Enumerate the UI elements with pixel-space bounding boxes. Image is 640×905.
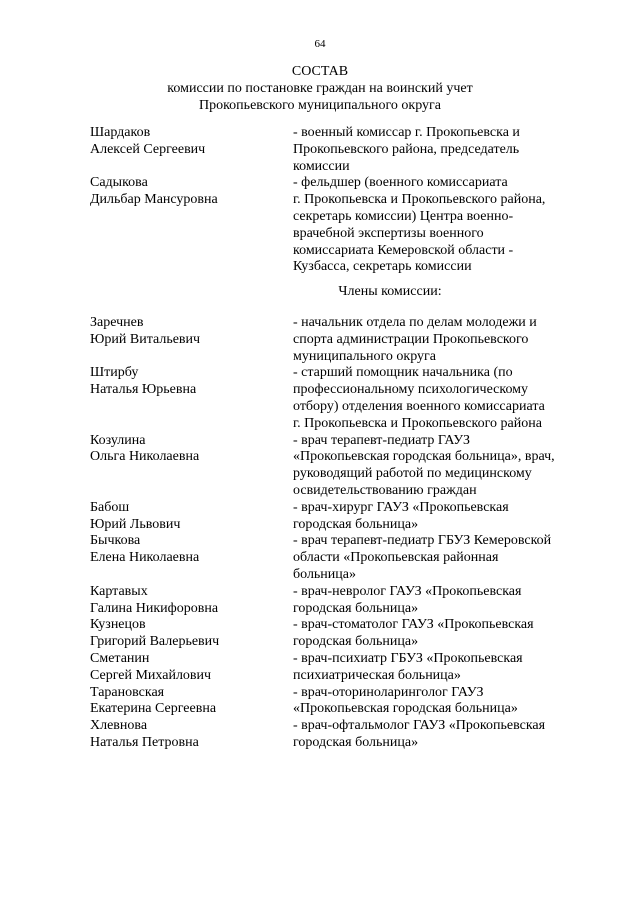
member-entry bbox=[90, 718, 590, 752]
member-role-line: профессиональному психологическому bbox=[293, 382, 529, 398]
member-name bbox=[90, 718, 293, 752]
page-number: 64 bbox=[314, 38, 326, 50]
member-given-names: Юрий Витальевич bbox=[90, 331, 201, 347]
member-role-line: врачебной экспертизы военного bbox=[293, 225, 484, 241]
member-surname: Хлевнова bbox=[90, 718, 148, 734]
member-entry bbox=[90, 584, 590, 618]
member-entry bbox=[90, 433, 590, 500]
member-role-line: секретарь комиссии) Центра военно- bbox=[293, 208, 514, 224]
member-entry bbox=[90, 651, 590, 685]
commission-list bbox=[90, 125, 590, 752]
title-line-2: комиссии по постановке граждан на воинский учет bbox=[167, 81, 473, 96]
member-name bbox=[90, 500, 293, 534]
title-line-1: СОСТАВ bbox=[291, 64, 349, 79]
member-role-line: - начальник отдела по делам молодежи и bbox=[293, 314, 537, 330]
member-surname: Штирбу bbox=[90, 365, 139, 381]
member-role bbox=[293, 125, 590, 175]
member-role bbox=[293, 651, 590, 685]
member-name bbox=[90, 175, 293, 276]
member-role-line: области «Прокопьевская районная bbox=[293, 550, 499, 566]
member-surname: Шардаков bbox=[90, 125, 151, 140]
member-role-line: городская больница» bbox=[293, 516, 419, 532]
member-role-line: - врач-офтальмолог ГАУЗ «Прокопьевская bbox=[293, 718, 546, 734]
member-surname: Садыкова bbox=[90, 175, 148, 191]
member-name bbox=[90, 433, 293, 500]
member-role-line: г. Прокопьевска и Прокопьевского района bbox=[293, 415, 542, 431]
member-role-line: - врач-невролог ГАУЗ «Прокопьевская bbox=[293, 583, 522, 599]
member-surname: Сметанин bbox=[90, 650, 150, 666]
member-role-line: - врач-оториноларинголог ГАУЗ bbox=[293, 684, 484, 700]
member-given-names: Григорий Валерьевич bbox=[90, 634, 220, 650]
member-role-line: - врач-психиатр ГБУЗ «Прокопьевская bbox=[293, 650, 523, 666]
member-role-line: - старший помощник начальника (по bbox=[293, 365, 513, 381]
member-name bbox=[90, 685, 293, 719]
member-role bbox=[293, 685, 590, 719]
member-given-names: Алексей Сергеевич bbox=[90, 141, 206, 157]
leadership-section bbox=[90, 125, 590, 276]
member-role-line: - врач терапевт-педиатр ГБУЗ Кемеровской bbox=[293, 533, 552, 549]
member-given-names: Екатерина Сергеевна bbox=[90, 701, 217, 717]
member-given-names: Дильбар Мансуровна bbox=[90, 192, 218, 208]
member-role-line: г. Прокопьевска и Прокопьевского района, bbox=[293, 192, 546, 208]
member-role-line: городская больница» bbox=[293, 634, 419, 650]
member-given-names: Юрий Львович bbox=[90, 516, 181, 532]
member-name bbox=[90, 617, 293, 651]
member-role-line: Кузбасса, секретарь комиссии bbox=[293, 259, 472, 275]
member-role-line: комиссариата Кемеровской области - bbox=[293, 242, 514, 258]
member-surname: Бабош bbox=[90, 499, 130, 515]
member-role bbox=[293, 533, 590, 583]
member-role-line: комиссии bbox=[293, 158, 350, 174]
member-role bbox=[293, 365, 590, 432]
member-name bbox=[90, 651, 293, 685]
member-name bbox=[90, 533, 293, 583]
member-entry bbox=[90, 617, 590, 651]
member-role bbox=[293, 617, 590, 651]
member-given-names: Наталья Петровна bbox=[90, 734, 199, 750]
member-role-line: - фельдшер (военного комиссариата bbox=[293, 175, 508, 191]
member-role-line: городская больница» bbox=[293, 734, 419, 750]
member-surname: Картавых bbox=[90, 583, 148, 599]
member-given-names: Наталья Юрьевна bbox=[90, 382, 197, 398]
member-role-line: «Прокопьевская городская больница» bbox=[293, 701, 518, 717]
member-role-line: больница» bbox=[293, 566, 356, 582]
member-role bbox=[293, 718, 590, 752]
member-role-line: Прокопьевского района, председатель bbox=[293, 141, 520, 157]
member-surname: Тарановская bbox=[90, 684, 165, 700]
member-name bbox=[90, 315, 293, 365]
member-role-line: отбору) отделения военного комиссариата bbox=[293, 398, 545, 414]
member-given-names: Сергей Михайлович bbox=[90, 667, 212, 683]
member-surname: Бычкова bbox=[90, 533, 141, 549]
member-role-line: «Прокопьевская городская больница», врач, bbox=[293, 449, 555, 465]
member-name bbox=[90, 125, 293, 175]
member-entry bbox=[90, 315, 590, 365]
member-entry bbox=[90, 685, 590, 719]
member-entry bbox=[90, 533, 590, 583]
member-name bbox=[90, 584, 293, 618]
members-section bbox=[90, 315, 590, 752]
member-role bbox=[293, 175, 590, 276]
member-entry bbox=[90, 365, 590, 432]
member-surname: Заречнев bbox=[90, 314, 144, 330]
member-name bbox=[90, 365, 293, 432]
member-role-line: психиатрическая больница» bbox=[293, 667, 461, 683]
member-surname: Козулина bbox=[90, 432, 146, 448]
member-role bbox=[293, 500, 590, 534]
member-given-names: Елена Николаевна bbox=[90, 550, 200, 566]
member-role-line: руководящий работой по медицинскому bbox=[293, 466, 532, 482]
member-given-names: Ольга Николаевна bbox=[90, 449, 200, 465]
member-entry bbox=[90, 125, 590, 175]
member-given-names: Галина Никифоровна bbox=[90, 600, 219, 616]
member-role bbox=[293, 584, 590, 618]
members-heading: Члены комиссии: bbox=[338, 284, 442, 300]
member-role bbox=[293, 315, 590, 365]
member-role-line: - врач терапевт-педиатр ГАУЗ bbox=[293, 432, 471, 448]
member-role-line: - военный комиссар г. Прокопьевска и bbox=[293, 125, 520, 140]
member-role-line: муниципального округа bbox=[293, 348, 436, 364]
member-entry bbox=[90, 175, 590, 276]
title-line-3: Прокопьевского муниципального округа bbox=[198, 98, 441, 113]
member-entry bbox=[90, 500, 590, 534]
member-role-line: спорта администрации Прокопьевского bbox=[293, 331, 529, 347]
member-surname: Кузнецов bbox=[90, 617, 146, 633]
member-role-line: городская больница» bbox=[293, 600, 419, 616]
member-role-line: - врач-хирург ГАУЗ «Прокопьевская bbox=[293, 499, 509, 515]
member-role-line: - врач-стоматолог ГАУЗ «Прокопьевская bbox=[293, 617, 534, 633]
member-role-line: освидетельствованию граждан bbox=[293, 482, 477, 498]
member-role bbox=[293, 433, 590, 500]
document-title bbox=[0, 63, 640, 114]
